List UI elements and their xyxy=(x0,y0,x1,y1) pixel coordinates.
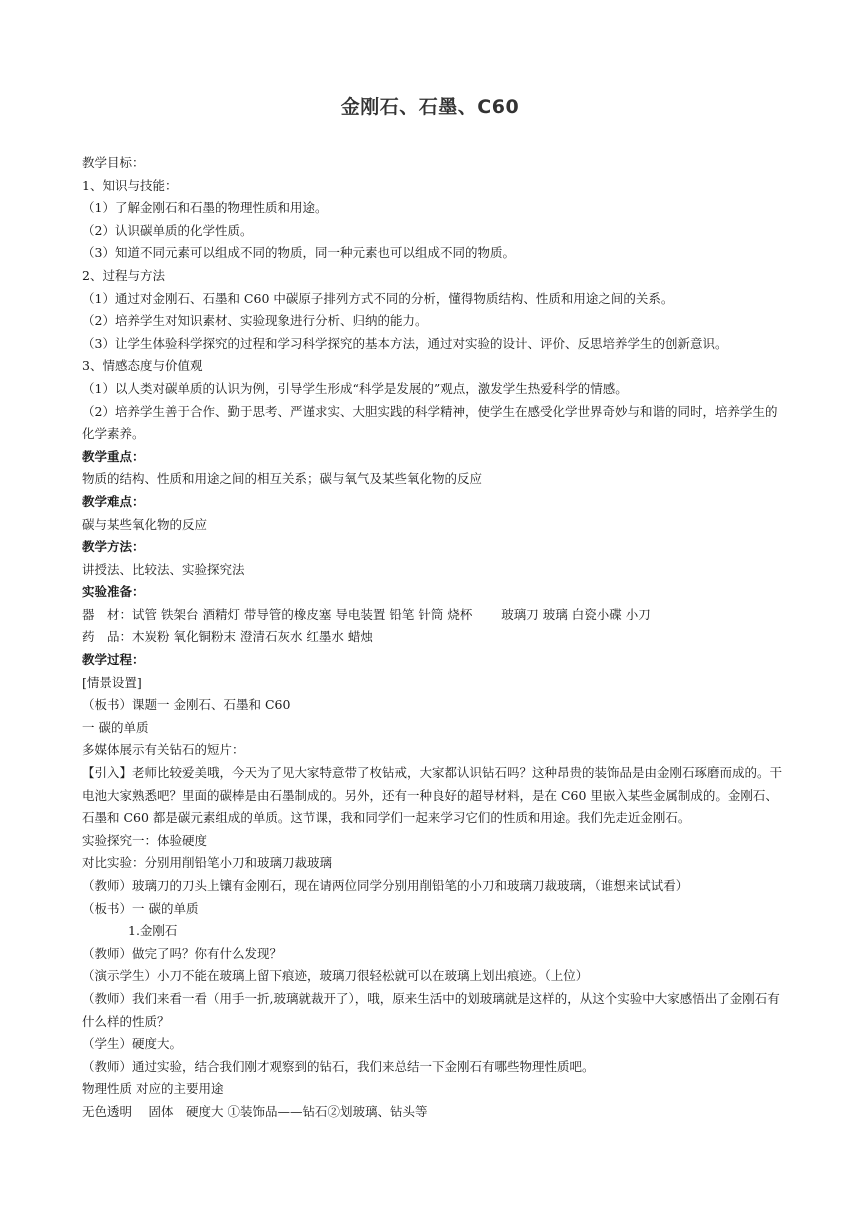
text-line: 物质的结构、性质和用途之间的相互关系；碳与氧气及某些氧化物的反应 xyxy=(82,471,483,487)
text-line: （教师）通过实验，结合我们刚才观察到的钻石，我们来总结一下金刚石有哪些物理性质吧。 xyxy=(82,1058,595,1074)
text-line: 1.金刚石 xyxy=(128,923,178,939)
text-line: 1、知识与技能： xyxy=(82,177,178,193)
text-line: （演示学生）小刀不能在玻璃上留下痕迹，玻璃刀很轻松就可以在玻璃上划出痕迹。（上位） xyxy=(82,968,589,984)
text-line: 3、情感态度与价值观 xyxy=(82,358,203,374)
text-line: 碳与某些氧化物的反应 xyxy=(82,516,208,532)
text-line: 物理性质 对应的主要用途 xyxy=(82,1081,224,1097)
text-line: （2）培养学生善于合作、勤于思考、严谨求实、大胆实践的科学精神，使学生在感受化学世界奇妙与和谐的同时，培养学生的化学素养。 xyxy=(82,403,778,442)
text-line: （板书）一 碳的单质 xyxy=(82,900,199,916)
text-line: 药 品：木炭粉 氧化铜粉末 澄清石灰水 红墨水 蜡烛 xyxy=(82,629,373,645)
text-line: （2）认识碳单质的化学性质。 xyxy=(82,222,253,238)
text-line: 实验探究一：体验硬度 xyxy=(82,832,208,848)
section-heading: 教学过程： xyxy=(82,652,145,668)
text-line: 讲授法、比较法、实验探究法 xyxy=(82,561,245,577)
text-line: 对比实验：分别用削铅笔小刀和玻璃刀裁玻璃 xyxy=(82,855,333,871)
text-line: （教师）我们来看一看（用手一折,玻璃就裁开了），哦，原来生活中的划玻璃就是这样的，从这个实验中大家感悟出了金刚石有什么样的性质？ xyxy=(82,990,780,1029)
section-heading: 教学难点： xyxy=(82,493,145,509)
text-line: 无色透明 固体 硬度大 ①装饰品——钻石②划玻璃、钻头等 xyxy=(82,1103,428,1119)
text-line: （板书）课题一 金刚石、石墨和 C60 xyxy=(82,697,291,713)
text-line: （1）通过对金刚石、石墨和 C60 中碳原子排列方式不同的分析，懂得物质结构、性质和用途之间的关系。 xyxy=(82,290,674,306)
document-title: 金刚石、石墨、C60 xyxy=(340,96,520,118)
text-line: 教学目标： xyxy=(82,155,145,170)
text-line: （教师）做完了吗？你有什么发现？ xyxy=(82,945,283,961)
text-line: 【引入】老师比较爱美哦，今天为了见大家特意带了枚钻戒，大家都认识钻石吗？这种昂贵的装饰品是由金刚石琢磨而成的。干电池大家熟悉吧？里面的碳棒是由石墨制成的。另外，还有一种良好的超导材料，是在 C60 里嵌入某些金属制成的。金刚石、石墨和 C60 都是碳元素组成的单质。这节课，我和同学们一起来学习它们的性质和用途。我们先走近金刚石。 xyxy=(82,765,783,826)
text-line: [情景设置] xyxy=(82,674,142,690)
section-heading: 教学方法： xyxy=(82,539,145,555)
text-line: （学生）硬度大。 xyxy=(82,1036,183,1052)
text-line: （3）知道不同元素可以组成不同的物质，同一种元素也可以组成不同的物质。 xyxy=(82,245,515,261)
section-heading: 教学重点： xyxy=(82,448,145,464)
text-line: 器 材：试管 铁架台 酒精灯 带导管的橡皮塞 导电装置 铅笔 针筒 烧杯 玻璃刀 玻璃 白瓷小碟 小刀 xyxy=(82,606,651,622)
text-line: （1）以人类对碳单质的认识为例，引导学生形成“科学是发展的”观点，激发学生热爱科学的情感。 xyxy=(82,380,628,396)
text-line: 2、过程与方法 xyxy=(82,267,165,283)
text-line: （1）了解金刚石和石墨的物理性质和用途。 xyxy=(82,200,328,216)
text-line: （2）培养学生对知识素材、实验现象进行分析、归纳的能力。 xyxy=(82,313,428,329)
text-line: （3）让学生体验科学探究的过程和学习科学探究的基本方法，通过对实验的设计、评价、反思培养学生的创新意识。 xyxy=(82,335,728,351)
text-line: 一 碳的单质 xyxy=(82,719,149,735)
document-body xyxy=(82,152,782,1124)
text-line: 多媒体展示有关钻石的短片： xyxy=(82,742,245,758)
text-line: （教师）玻璃刀的刀头上镶有金刚石，现在请两位同学分别用削铅笔的小刀和玻璃刀裁玻璃，（谁想来试试看） xyxy=(82,878,689,893)
section-heading: 实验准备： xyxy=(82,584,145,600)
